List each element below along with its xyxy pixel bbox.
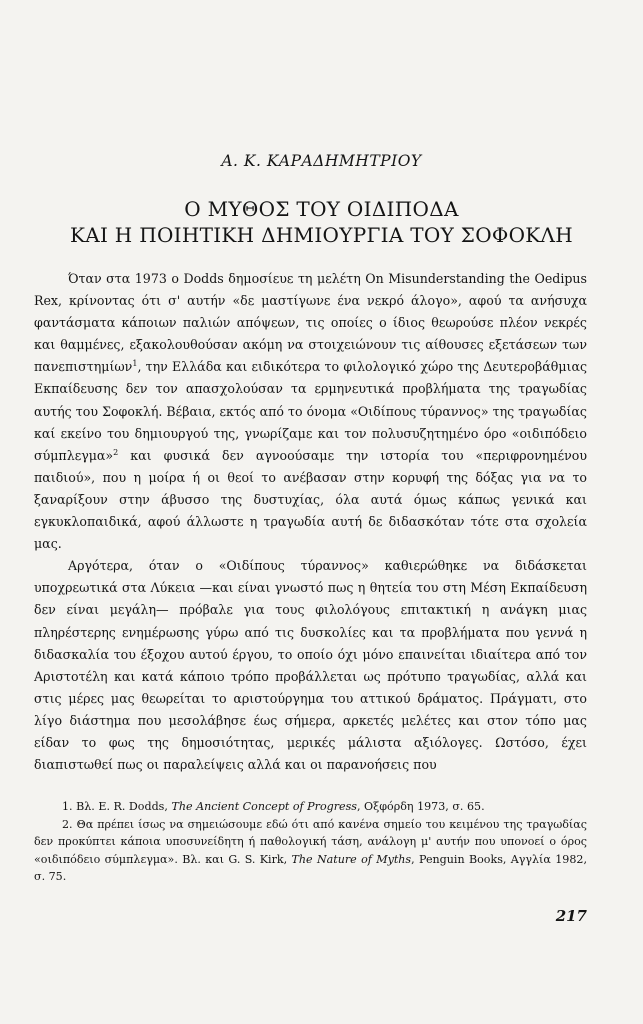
footnote-1 <box>34 798 587 816</box>
paragraph-1-part-b: , την Ελλάδα και ειδικότερα το φιλολογικό χώρο της Δευτεροβάθμιας Εκπαίδευσης δεν τον απασχολούσαν τα ερμηνευτικά προβλήματα της τραγωδίας αυτής του Σοφοκλή. Βέβαια, εκτός από το όνομα «Οιδίπους τύραννος» της τραγωδίας καί εκείνο του δημιουργού της, γνωρίζαμε και τον πολυσυζητημένο όρο «οιδιπόδειο σύμπλεγμα» <box>34 359 587 463</box>
paragraph-1-part-a: Όταν στα 1973 ο Dodds δημοσίευε τη μελέτη On Misunderstanding the Oedipus Rex, κρίνοντας ότι σ' αυτήν «δε μαστίγωνε ένα νεκρό άλογο», αφού τα ανήσυχα φαντάσματα κάποιων παλιών απόψεων, τις οποίες ο ίδιος θεωρούσε πλέον νεκρές και θαμμένες, εξακολουθούσαν ακόμη να στοιχειώνουν τις αίθουσες εξετάσεων των πανεπιστημίων <box>34 271 588 375</box>
body-text <box>34 268 587 776</box>
footnote-ref-1: 1 <box>132 359 138 369</box>
footnote-2 <box>34 816 587 886</box>
footnote-1-part-a: 1. Βλ. E. R. Dodds, <box>62 800 172 813</box>
footnote-2-book-title: The Nature of Myths <box>291 852 412 866</box>
paragraph-1-part-c: και φυσικά δεν αγνοούσαμε την ιστορία του «περιφρονημένου παιδιού», που η μοίρα ή οι θεοί το ανέβασαν στην κορυφή της δόξας για να το ξαναρίξουν στην άβυσσο της δυστυχίας, όλα αυτά όμως κάπως γενικά και εγκυκλοπαιδικά, αφού άλλωστε η τραγωδία αυτή δε διδασκόταν τότε στα σχολεία μας. <box>34 447 587 552</box>
footnote-1-book-title: The Ancient Concept of Progress <box>171 800 357 813</box>
paragraph-1 <box>34 268 587 555</box>
title-line-2: ΚΑΙ Η ΠΟΙΗΤΙΚΗ ΔΗΜΙΟΥΡΓΙΑ ΤΟΥ ΣΟΦΟΚΛΗ <box>69 223 574 247</box>
author-name: Α. Κ. ΚΑΡΑΔΗΜΗΤΡΙΟΥ <box>221 152 422 170</box>
footnote-1-part-b: , Οξφόρδη 1973, σ. 65. <box>356 800 485 813</box>
article-title <box>0 196 643 248</box>
title-line-1: Ο ΜΥΘΟΣ ΤΟΥ ΟΙΔΙΠΟΔΑ <box>184 197 459 221</box>
footnote-ref-2: 2 <box>113 447 119 457</box>
footnote-2-part-b: , Penguin Books, Αγγλία 1982, σ. 75. <box>34 852 587 884</box>
page-number: 217 <box>555 907 587 925</box>
footnote-2-part-a: 2. Θα πρέπει ίσως να σημειώσουμε εδώ ότι από κανένα σημείο του κειμένου της τραγωδίας δεν προκύπτει κάποια υποσυνείδητη ή παθολογική τάση, ανάλογη μ' αυτήν που υπονοεί ο όρος «οιδιπόδειο σύμπλεγμα». Βλ. και G. S. Kirk, <box>34 817 587 866</box>
footnotes <box>34 798 587 886</box>
paragraph-2: Αργότερα, όταν ο «Οιδίπους τύραννος» καθιερώθηκε να διδάσκεται υποχρεωτικά στα Λύκεια —και είναι γνωστό πως η θητεία του στη Μέση Εκπαίδευση δεν είναι μεγάλη— πρόβαλε για τους φιλολόγους επιτακτική η ανάγκη μιας πληρέστερης ενημέρωσης γύρω από τις δυσκολίες και τα προβλήματα που γεννά η διδασκαλία του έξοχου αυτού έργου, το οποίο όχι μόνο επαινείται ιδιαίτερα από τον Αριστοτέλη και κατά κάποιο τρόπο προβάλλεται ως πρότυπο τραγωδίας, αλλά και στις μέρες μας θεωρείται το αριστούργημα του αττικού δράματος. Πράγματι, στο λίγο διάστημα που μεσολάβησε έως σήμερα, αρκετές μελέτες και στον τόπο μας είδαν το φως της δημοσιότητας, μερικές μάλιστα αξιόλογες. Ωστόσο, έχει διαπιστωθεί πως οι παραλείψεις αλλά και οι παρανοήσεις που <box>34 558 587 773</box>
